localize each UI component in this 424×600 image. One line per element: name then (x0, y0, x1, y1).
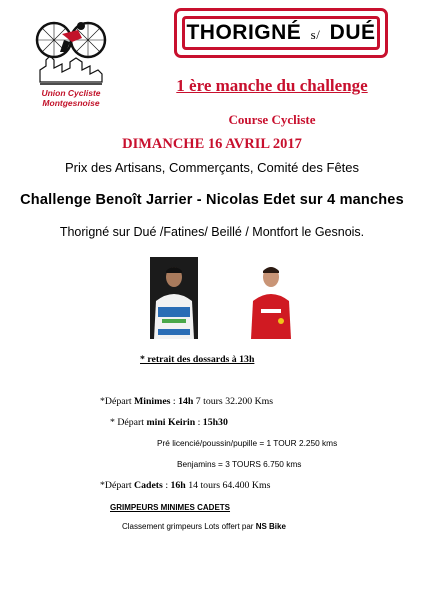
cyclist-emblem-icon (32, 12, 110, 90)
start-cadets-category: Cadets (134, 480, 163, 491)
start-keirin-prefix: * Départ (110, 417, 147, 428)
start-keirin-category: mini Keirin (146, 417, 196, 428)
climbers-ranking-text: Classement grimpeurs Lots offert par (122, 522, 256, 531)
challenge-line: Challenge Benoît Jarrier - Nicolas Edet sur 4 manches (20, 192, 404, 208)
town-sign-text (186, 21, 375, 45)
sponsor-name: NS Bike (255, 522, 286, 531)
towns-line: Thorigné sur Dué /Fatines/ Beillé / Montfort le Gesnois. (59, 225, 365, 239)
town-sur: s/ (310, 27, 321, 42)
start-cadets-rest: 14 tours 64.400 Kms (185, 480, 271, 491)
start-keirin-sep: : (195, 417, 203, 428)
start-minimes-category: Minimes (134, 396, 171, 407)
town-name: THORIGNÉ (186, 21, 302, 44)
bib-collection-note: * retrait des dossards à 13h (140, 354, 255, 365)
prizes-line: Prix des Artisans, Commerçants, Comité des Fêtes (64, 160, 360, 175)
start-cadets (100, 480, 270, 491)
start-keirin-time: 15h30 (202, 417, 228, 428)
river-name: DUÉ (329, 21, 376, 44)
start-minimes-prefix: *Départ (100, 396, 135, 407)
start-cadets-sep: : (162, 480, 171, 491)
challenge-title: 1 ère manche du challenge (176, 76, 368, 95)
race-type: Course Cycliste (228, 112, 316, 127)
town-sign (174, 8, 388, 58)
prelicencie-line: Pré licencié/poussin/pupille = 1 TOUR 2.250 kms (157, 438, 338, 448)
rider-photo-2 (247, 257, 295, 339)
start-minimes-rest: 7 tours 32.200 Kms (193, 396, 274, 407)
start-cadets-time: 16h (170, 480, 186, 491)
club-logo (32, 12, 110, 108)
event-date: DIMANCHE 16 AVRIL 2017 (122, 136, 302, 152)
start-keirin (110, 417, 228, 428)
climbers-ranking-note (122, 522, 286, 531)
club-name-line2: Montgesnoise (42, 98, 100, 108)
start-minimes-sep: : (170, 396, 179, 407)
climbers-heading: GRIMPEURS MINIMES CADETS (110, 503, 231, 512)
club-name-line1: Union Cycliste (41, 88, 101, 98)
start-cadets-prefix: *Départ (100, 480, 135, 491)
start-minimes (100, 396, 273, 407)
rider-photo-1 (150, 257, 198, 339)
start-minimes-time: 14h (178, 396, 194, 407)
town-sign-inner-border (182, 16, 380, 50)
benjamins-line: Benjamins = 3 TOURS 6.750 kms (177, 459, 302, 469)
